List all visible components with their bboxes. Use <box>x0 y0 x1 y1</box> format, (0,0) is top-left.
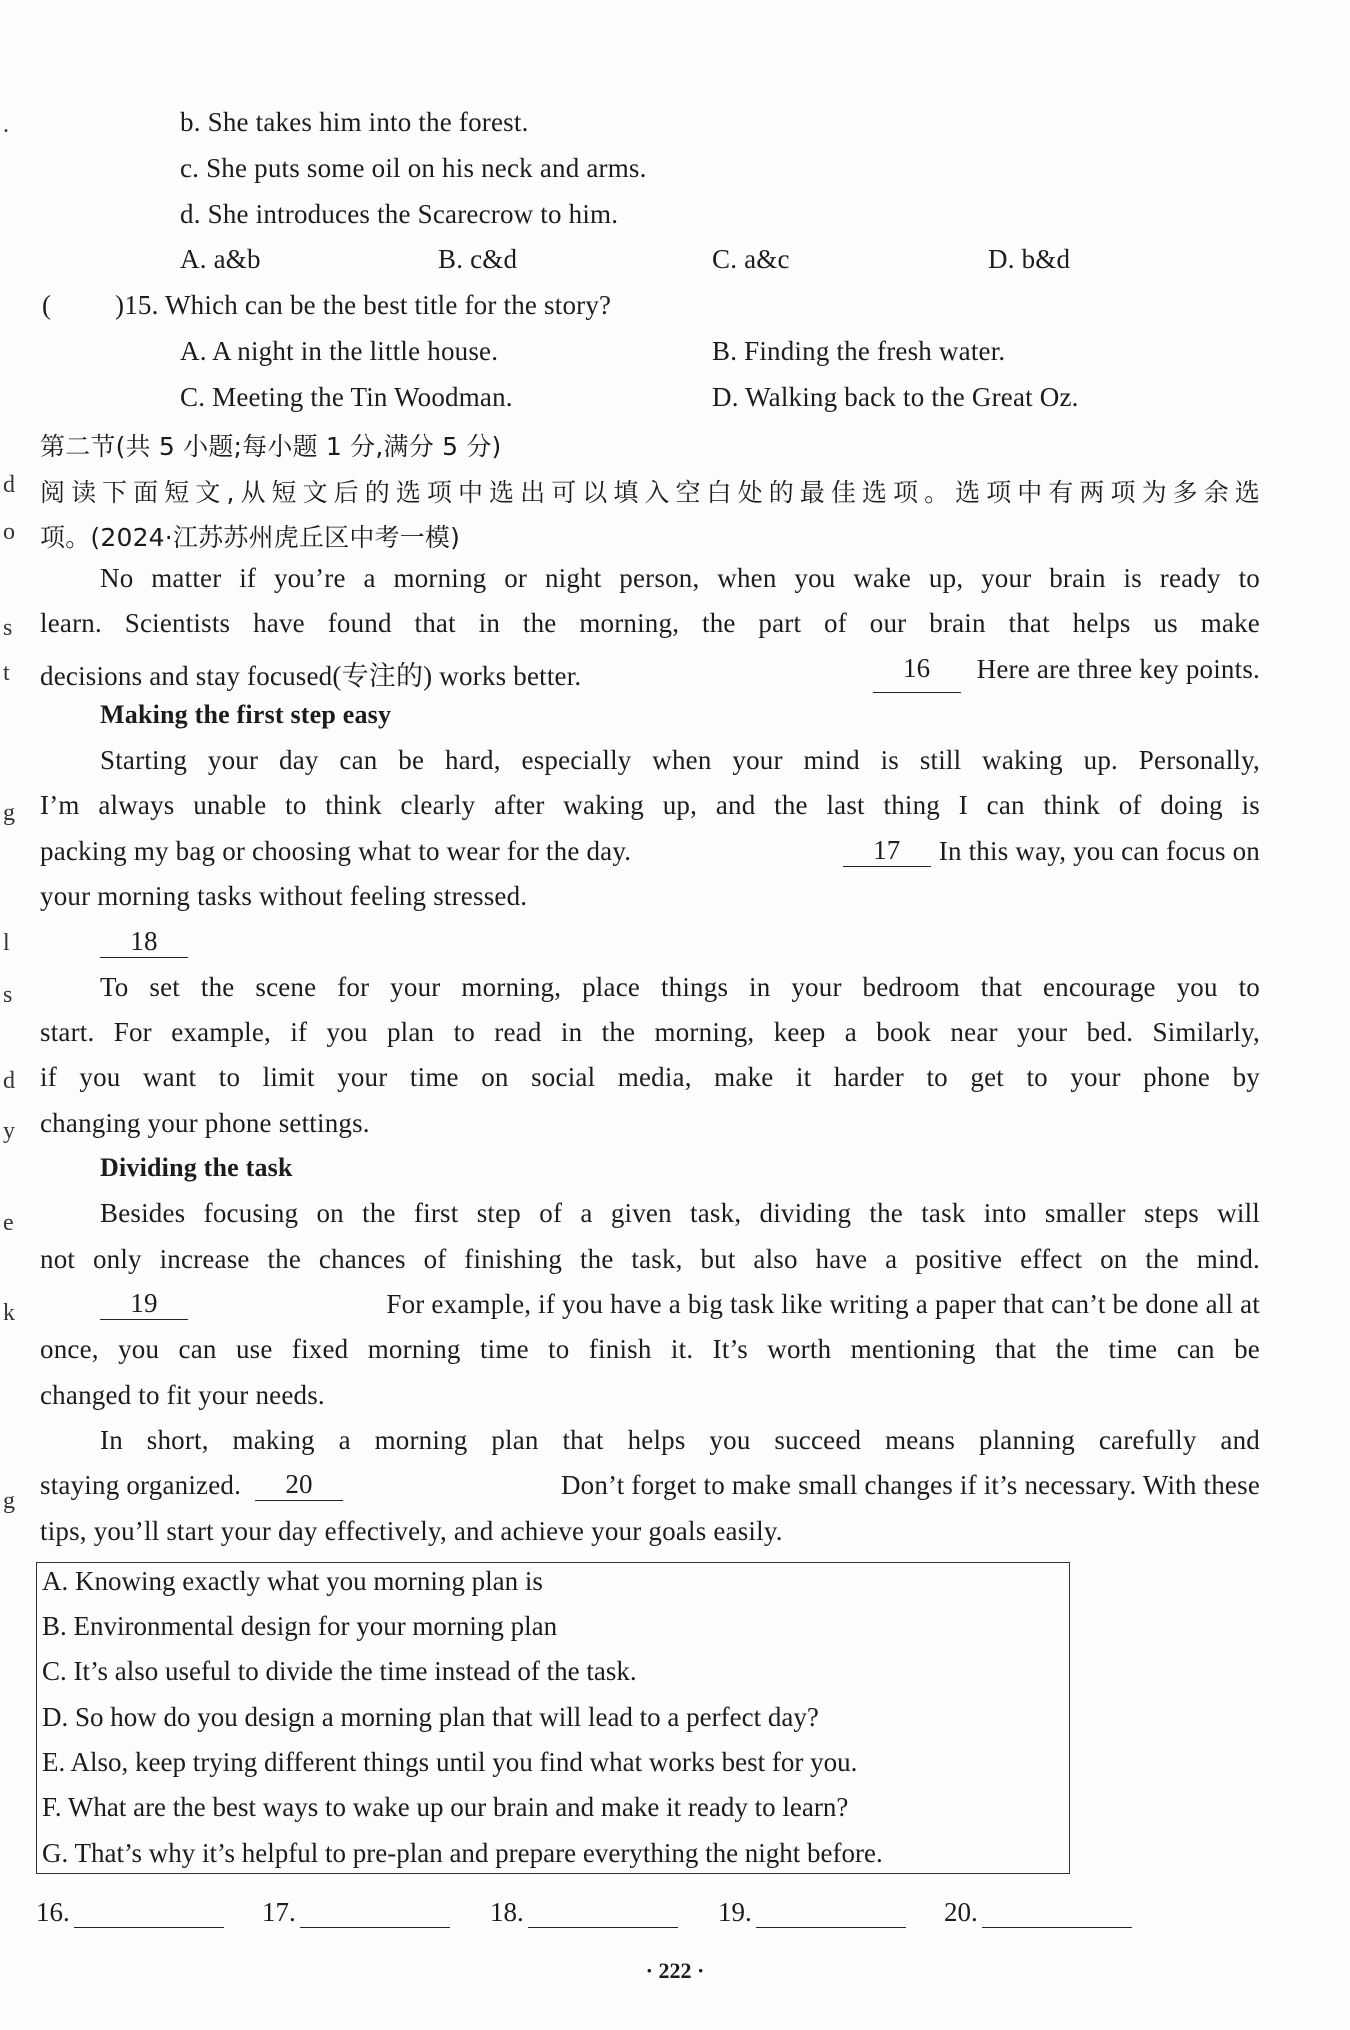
q15-paren: ( <box>42 290 52 320</box>
text-segment: Here are three key points. <box>976 654 1260 684</box>
blank-18: 18 <box>100 927 188 958</box>
choice-d: D. So how do you design a morning plan that will lead to a perfect day? <box>42 1702 819 1732</box>
paragraph-line: changed to fit your needs. <box>40 1380 325 1410</box>
paragraph-line: learn. Scientists have found that in the morning, the part of our brain that helps us make <box>40 608 1260 638</box>
text-segment: staying organized. <box>40 1470 242 1500</box>
paragraph-line: once, you can use fixed morning time to finish it. It’s worth mentioning that the time can be <box>40 1334 1260 1364</box>
paragraph-line <box>40 836 1260 867</box>
answer-18[interactable] <box>490 1897 678 1928</box>
answer-19[interactable] <box>718 1897 906 1928</box>
margin-mark: k <box>3 1300 15 1326</box>
paragraph-line: not only increase the chances of finishing the task, but also have a positive effect on the mind. <box>40 1244 1260 1274</box>
margin-mark: e <box>3 1210 14 1236</box>
subheading: Making the first step easy <box>100 700 392 729</box>
answer-label: 20. <box>944 1897 978 1927</box>
answer-20[interactable] <box>944 1897 1132 1928</box>
paragraph-line: if you want to limit your time on social media, make it harder to get to your phone by <box>40 1062 1260 1092</box>
choice-a: A. Knowing exactly what you morning plan is <box>42 1566 543 1596</box>
paragraph-line: start. For example, if you plan to read in the morning, keep a book near your bed. Similarly, <box>40 1017 1260 1047</box>
answer-label: 17. <box>262 1897 296 1927</box>
margin-mark: d <box>3 1068 15 1094</box>
choice-f: F. What are the best ways to wake up our brain and make it ready to learn? <box>42 1792 849 1822</box>
margin-mark: s <box>3 982 13 1008</box>
q14-statement-b: b. She takes him into the forest. <box>180 107 529 137</box>
section-source: 项。(2024·江苏苏州虎丘区中考一模) <box>40 523 461 552</box>
paragraph-line: I’m always unable to think clearly after waking up, and the last thing I can think of doing is <box>40 790 1260 820</box>
q14-statement-d: d. She introduces the Scarecrow to him. <box>180 199 619 229</box>
margin-mark: l <box>3 930 10 956</box>
answer-blank[interactable] <box>756 1903 906 1928</box>
choice-e: E. Also, keep trying different things until you find what works best for you. <box>42 1747 858 1777</box>
q15-option-d: D. Walking back to the Great Oz. <box>712 382 1079 412</box>
paragraph-line <box>100 1289 1260 1320</box>
page-number: · 222 · <box>645 1958 705 1983</box>
choice-g: G. That’s why it’s helpful to pre-plan and prepare everything the night before. <box>42 1838 883 1868</box>
section-instruction: 阅读下面短文,从短文后的选项中选出可以填入空白处的最佳选项。选项中有两项为多余选 <box>40 478 1260 507</box>
blank-line <box>100 926 188 958</box>
q14-option-c: C. a&c <box>712 244 790 274</box>
answer-blank[interactable] <box>300 1903 450 1928</box>
paragraph-line: your morning tasks without feeling stressed. <box>40 881 528 911</box>
paragraph-line: To set the scene for your morning, place things in your bedroom that encourage you to <box>100 972 1260 1002</box>
text-segment: decisions and stay focused(专注的) works better. <box>40 661 582 691</box>
section-title: 第二节(共 5 小题;每小题 1 分,满分 5 分) <box>40 432 502 461</box>
answer-blank[interactable] <box>528 1903 678 1928</box>
choice-b: B. Environmental design for your morning plan <box>42 1611 558 1641</box>
paragraph-line <box>40 654 1260 693</box>
subheading: Dividing the task <box>100 1153 293 1182</box>
answer-label: 16. <box>36 1897 70 1927</box>
q14-option-d: D. b&d <box>988 244 1071 274</box>
text-segment: packing my bag or choosing what to wear for the day. <box>40 836 632 866</box>
choice-c: C. It’s also useful to divide the time instead of the task. <box>42 1656 637 1686</box>
q15-option-c: C. Meeting the Tin Woodman. <box>180 382 513 412</box>
answer-blank[interactable] <box>982 1903 1132 1928</box>
paragraph-line: Starting your day can be hard, especially when your mind is still waking up. Personally, <box>100 745 1260 775</box>
text-segment: In this way, you can focus on <box>938 836 1260 866</box>
paragraph-line: tips, you’ll start your day effectively, and achieve your goals easily. <box>40 1516 783 1546</box>
text-segment: Don’t forget to make small changes if it’s necessary. With these <box>560 1470 1260 1500</box>
margin-mark: g <box>3 1488 15 1514</box>
margin-mark: . <box>3 112 9 138</box>
answer-16[interactable] <box>36 1897 224 1928</box>
q15-option-b: B. Finding the fresh water. <box>712 336 1006 366</box>
margin-mark: g <box>3 800 15 826</box>
paragraph-line: changing your phone settings. <box>40 1108 370 1138</box>
margin-mark: o <box>3 519 15 545</box>
blank-19: 19 <box>100 1289 188 1320</box>
margin-mark: t <box>3 660 10 686</box>
blank-20: 20 <box>255 1470 343 1501</box>
answer-label: 19. <box>718 1897 752 1927</box>
paragraph-line: Besides focusing on the first step of a given task, dividing the task into smaller steps will <box>100 1198 1260 1228</box>
margin-mark: d <box>3 472 15 498</box>
margin-mark: s <box>3 615 13 641</box>
q14-option-b: B. c&d <box>438 244 518 274</box>
paragraph-line: No matter if you’re a morning or night person, when you wake up, your brain is ready to <box>100 563 1260 593</box>
blank-17: 17 <box>843 836 931 867</box>
q14-statement-c: c. She puts some oil on his neck and arms. <box>180 153 647 183</box>
margin-mark: y <box>3 1118 15 1144</box>
q14-option-a: A. a&b <box>180 244 261 274</box>
answer-label: 18. <box>490 1897 524 1927</box>
paragraph-line: In short, making a morning plan that helps you succeed means planning carefully and <box>100 1425 1260 1455</box>
blank-16: 16 <box>873 654 961 693</box>
text-segment: For example, if you have a big task like writing a paper that can’t be done all at <box>386 1289 1260 1319</box>
answer-blank[interactable] <box>74 1903 224 1928</box>
answer-17[interactable] <box>262 1897 450 1928</box>
q15-stem: )15. Which can be the best title for the story? <box>115 290 612 320</box>
paragraph-line <box>40 1470 1260 1501</box>
q15-option-a: A. A night in the little house. <box>180 336 499 366</box>
